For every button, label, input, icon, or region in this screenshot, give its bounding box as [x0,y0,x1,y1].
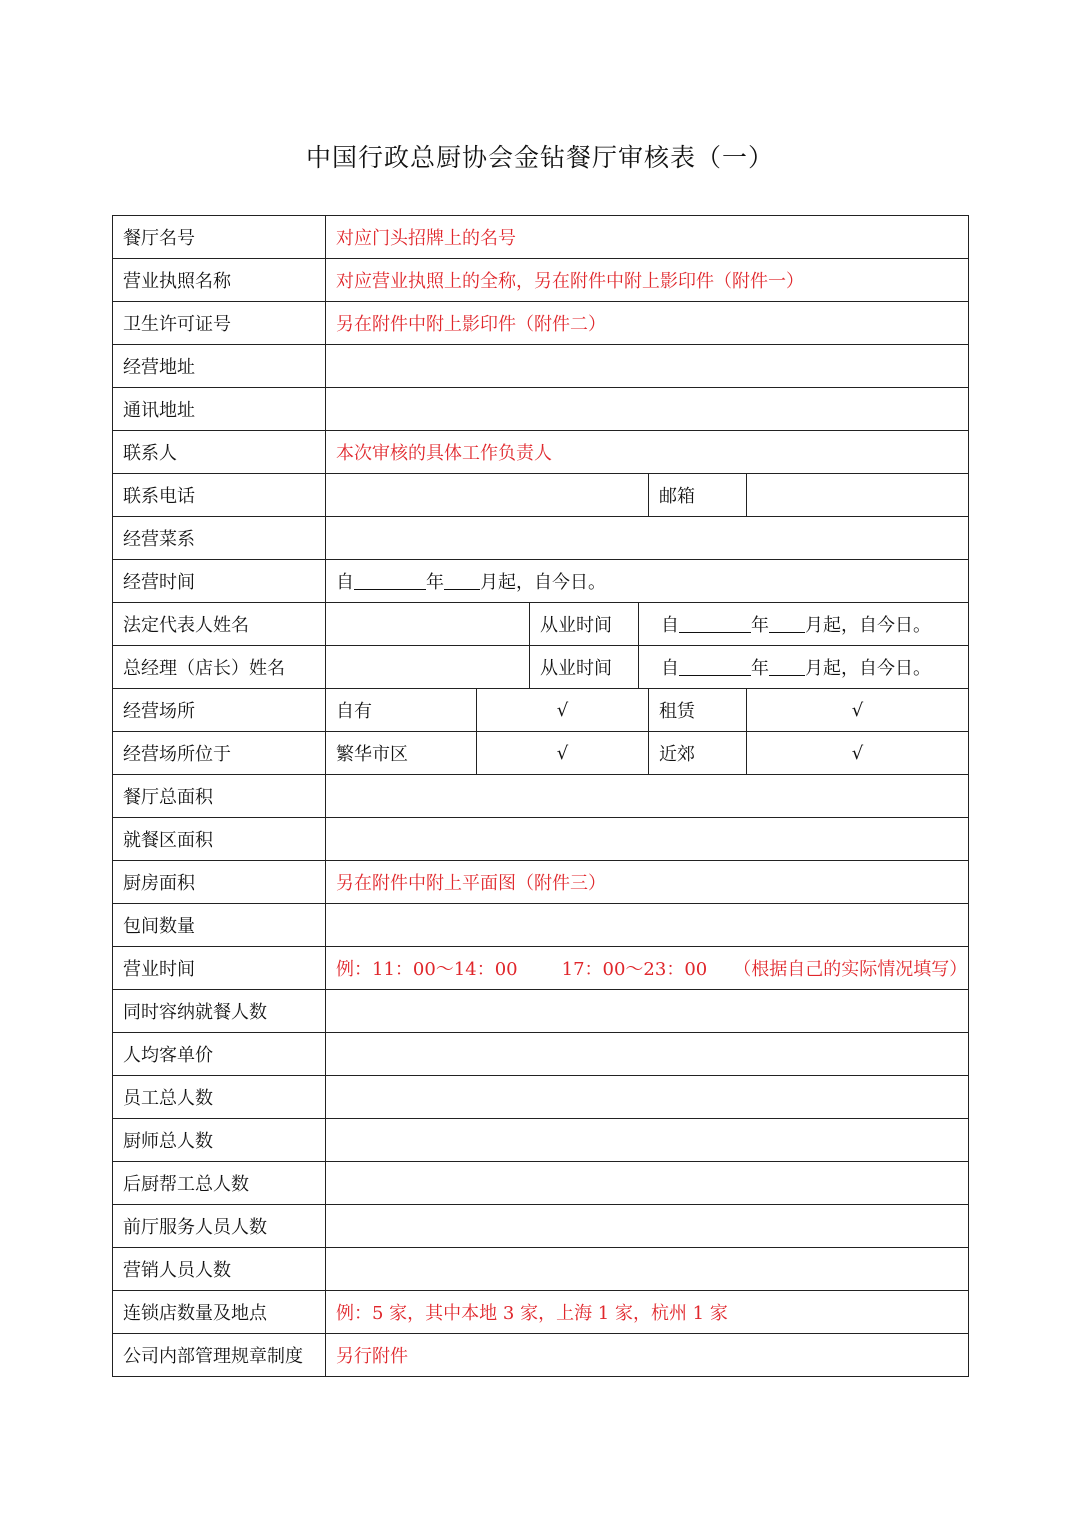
field-total-chefs[interactable] [326,1119,969,1162]
field-avg-spend[interactable] [326,1033,969,1076]
row-cuisine [113,517,969,560]
label-private-rooms: 包间数量 [113,904,326,947]
row-kitchen-area [113,861,969,904]
row-business-address [113,345,969,388]
field-front-staff[interactable] [326,1205,969,1248]
label-contact-person: 联系人 [113,431,326,474]
field-business-hours[interactable] [326,947,969,990]
audit-form-table [112,215,969,1377]
row-dining-area [113,818,969,861]
since-prefix: 自 [336,572,354,593]
field-manager-tenure[interactable] [639,646,969,689]
label-total-staff: 员工总人数 [113,1076,326,1119]
option-owned-check[interactable]: √ [477,689,649,732]
row-hygiene-permit [113,302,969,345]
label-front-staff: 前厅服务人员人数 [113,1205,326,1248]
field-chain-stores[interactable]: 例：5 家，其中本地 3 家，上海 1 家，杭州 1 家 [326,1291,969,1334]
year-unit: 年 [426,572,444,593]
year-unit: 年 [751,615,769,636]
month-suffix: 月起，自今日。 [805,615,931,636]
label-email: 邮箱 [649,474,747,517]
label-contact-phone: 联系电话 [113,474,326,517]
since-prefix: 自 [661,615,679,636]
field-kitchen-helpers[interactable] [326,1162,969,1205]
field-legal-representative[interactable] [326,603,530,646]
field-cuisine[interactable] [326,517,969,560]
label-avg-spend: 人均客单价 [113,1033,326,1076]
option-suburb-label: 近郊 [649,732,747,775]
field-legal-rep-tenure[interactable] [639,603,969,646]
row-private-rooms [113,904,969,947]
label-seating-capacity: 同时容纳就餐人数 [113,990,326,1033]
year-blank[interactable] [679,659,751,676]
year-unit: 年 [751,658,769,679]
field-restaurant-name[interactable]: 对应门头招牌上的名号 [326,216,969,259]
option-downtown-label: 繁华市区 [326,732,477,775]
row-total-area [113,775,969,818]
field-seating-capacity[interactable] [326,990,969,1033]
field-management-rules[interactable]: 另行附件 [326,1334,969,1377]
label-legal-representative: 法定代表人姓名 [113,603,326,646]
row-general-manager [113,646,969,689]
hours-example-lunch: 例：11：00～14：00 [336,959,518,980]
label-total-chefs: 厨师总人数 [113,1119,326,1162]
label-legal-rep-tenure: 从业时间 [530,603,639,646]
field-general-manager[interactable] [326,646,530,689]
field-contact-person[interactable]: 本次审核的具体工作负责人 [326,431,969,474]
label-premises-location: 经营场所位于 [113,732,326,775]
option-owned-label: 自有 [326,689,477,732]
field-total-area[interactable] [326,775,969,818]
field-private-rooms[interactable] [326,904,969,947]
label-business-hours: 营业时间 [113,947,326,990]
option-leased-label: 租赁 [649,689,747,732]
month-blank[interactable] [769,616,805,633]
label-general-manager: 总经理（店长）姓名 [113,646,326,689]
row-legal-representative [113,603,969,646]
since-prefix: 自 [661,658,679,679]
document-title: 中国行政总厨协会金钻餐厅审核表（一） [305,143,774,172]
row-kitchen-helpers [113,1162,969,1205]
label-manager-tenure: 从业时间 [530,646,639,689]
row-premises-location [113,732,969,775]
label-cuisine: 经营菜系 [113,517,326,560]
month-suffix: 月起，自今日。 [805,658,931,679]
row-operating-since [113,560,969,603]
row-business-license-name [113,259,969,302]
row-sales-staff [113,1248,969,1291]
field-dining-area[interactable] [326,818,969,861]
row-mailing-address [113,388,969,431]
year-blank[interactable] [679,616,751,633]
option-suburb-check[interactable]: √ [747,732,969,775]
field-sales-staff[interactable] [326,1248,969,1291]
label-total-area: 餐厅总面积 [113,775,326,818]
label-kitchen-area: 厨房面积 [113,861,326,904]
row-contact-phone [113,474,969,517]
label-mailing-address: 通讯地址 [113,388,326,431]
field-business-license-name[interactable]: 对应营业执照上的全称，另在附件中附上影印件（附件一） [326,259,969,302]
row-front-staff [113,1205,969,1248]
label-business-address: 经营地址 [113,345,326,388]
row-business-hours [113,947,969,990]
label-kitchen-helpers: 后厨帮工总人数 [113,1162,326,1205]
row-avg-spend [113,1033,969,1076]
year-blank[interactable] [354,573,426,590]
field-total-staff[interactable] [326,1076,969,1119]
label-hygiene-permit: 卫生许可证号 [113,302,326,345]
field-contact-phone[interactable] [326,474,649,517]
row-restaurant-name [113,216,969,259]
row-seating-capacity [113,990,969,1033]
field-email[interactable] [747,474,969,517]
label-sales-staff: 营销人员人数 [113,1248,326,1291]
field-operating-since[interactable] [326,560,969,603]
month-blank[interactable] [444,573,480,590]
row-chain-stores [113,1291,969,1334]
row-total-staff [113,1076,969,1119]
field-kitchen-area[interactable]: 另在附件中附上平面图（附件三） [326,861,969,904]
row-management-rules [113,1334,969,1377]
label-chain-stores: 连锁店数量及地点 [113,1291,326,1334]
hours-example-dinner: 17：00～23：00 [561,959,708,980]
hours-note: （根据自己的实际情况填写） [733,959,968,980]
month-blank[interactable] [769,659,805,676]
row-total-chefs [113,1119,969,1162]
label-business-license-name: 营业执照名称 [113,259,326,302]
label-operating-since: 经营时间 [113,560,326,603]
row-premises [113,689,969,732]
label-premises: 经营场所 [113,689,326,732]
field-business-address[interactable] [326,345,969,388]
label-restaurant-name: 餐厅名号 [113,216,326,259]
label-management-rules: 公司内部管理规章制度 [113,1334,326,1377]
row-contact-person [113,431,969,474]
month-suffix: 月起，自今日。 [480,572,606,593]
option-downtown-check[interactable]: √ [477,732,649,775]
field-hygiene-permit[interactable]: 另在附件中附上影印件（附件二） [326,302,969,345]
field-mailing-address[interactable] [326,388,969,431]
option-leased-check[interactable]: √ [747,689,969,732]
label-dining-area: 就餐区面积 [113,818,326,861]
